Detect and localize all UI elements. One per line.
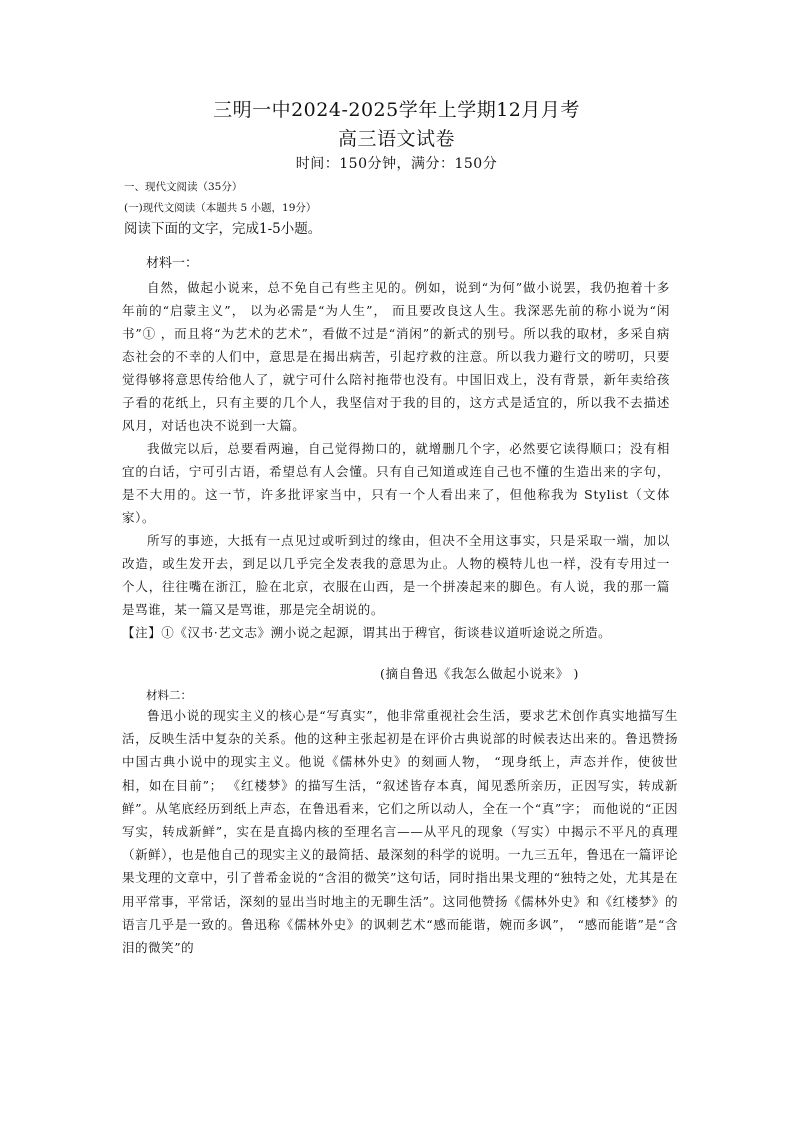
paragraph: 我做完以后，总要看两遍，自己觉得拗口的，就增删几个字，必然要它读得顺口；没有相宜的白话，宁可引古语，希望总有人会懂。只有自己知道或连自己也不懂的生造出来的字句，是不大用的。这一节，许多批评家当中，只有一个人看出来了，但他称我为 Stylist（文体家）。 [122, 441, 670, 525]
material-one-citation: (摘自鲁迅《我怎么做起小说来》 ) [380, 666, 579, 681]
time-info: 时间：150分钟，满分：150分 [295, 156, 498, 172]
exam-subtitle: 高三语文试卷 [337, 128, 455, 150]
paragraph: 自然，做起小说来，总不免自己有些主见的。例如，说到“为何”做小说罢，我仍抱着十多年前的“启蒙主义”， 以为必需是“为人生”， 而且要改良这人生。我深恶先前的称小说为“闲书”① ，而且将“为艺术的艺术”，看做不过是“消闲”的新式的别号。所以我的取材，多采自病态社会的不幸的人们中，意思是在揭出病苦，引起疗救的注意。所以我力避行文的唠叨，只要觉得够将意思传给他人了，就宁可什么陪衬拖带也没有。中国旧戏上，没有背景，新年卖给孩子看的花纸上，只有主要的几个人，我坚信对于我的目的，这方式是适宜的，所以我不去描述风月，对话也决不说到一大篇。 [122, 280, 670, 433]
section-heading: 一、现代文阅读（35分） [124, 181, 243, 193]
footnote: 【注】①《汉书·艺文志》溯小说之起源，谓其出于稗官，街谈巷议道听途说之所造。 [122, 625, 612, 640]
material-two-body [122, 704, 678, 959]
section-subheading: (一)现代文阅读（本题共 5 小题，19分） [124, 202, 317, 214]
paragraph: 鲁迅小说的现实主义的核心是“写真实”，他非常重视社会生活，要求艺术创作真实地描写生活，反映生活中复杂的关系。他的这种主张起初是在评价古典说部的时候表达出来的。鲁迅赞扬中国古典小说中的现实主义。他说《儒林外史》的刻画人物， “现身纸上，声态并作，使彼世相，如在目前”； 《红楼梦》的描写生活，“叙述皆存本真，闻见悉所亲历，正因写实，转成新鲜”。从笔底经历到纸上声态，在鲁迅看来，它们之所以动人，全在一个“真”字； 而他说的“正因写实，转成新鲜”，实在是直捣内核的至理名言——从平凡的现象（写实）中揭示不平凡的真理（新鲜），也是他自己的现实主义的最简括、最深刻的科学的说明。一九三五年，鲁迅在一篇评论果戈理的文章中，引了普希金说的“含泪的微笑”这句话，同时指出果戈理的“独特之处，尤其是在用平常事，平常话，深刻的显出当时地主的无聊生活”。这同他赞扬《儒林外史》和《红楼梦》的语言几乎是一致的。鲁迅称《儒林外史》的讽刺艺术“感而能谐，婉而多讽”， “感而能谐”是“含泪的微笑”的 [122, 708, 678, 956]
material-two-label: 材料二： [146, 688, 192, 702]
exam-title: 三明一中2024-2025学年上学期12月月考 [213, 99, 580, 121]
reading-instruction: 阅读下面的文字，完成1-5小题。 [124, 221, 322, 237]
material-one-label: 材料一： [146, 256, 199, 271]
paragraph: 所写的事迹，大抵有一点见过或听到过的缘由，但决不全用这事实，只是采取一端，加以改造，或生发开去，到足以几乎完全发表我的意思为止。人物的模特儿也一样，没有专用过一个人，往往嘴在浙江，脸在北京，衣服在山西，是一个拼凑起来的脚色。有人说，我的那一篇是骂谁，某一篇又是骂谁，那是完全胡说的。 [122, 533, 670, 617]
material-one-body [122, 276, 670, 644]
